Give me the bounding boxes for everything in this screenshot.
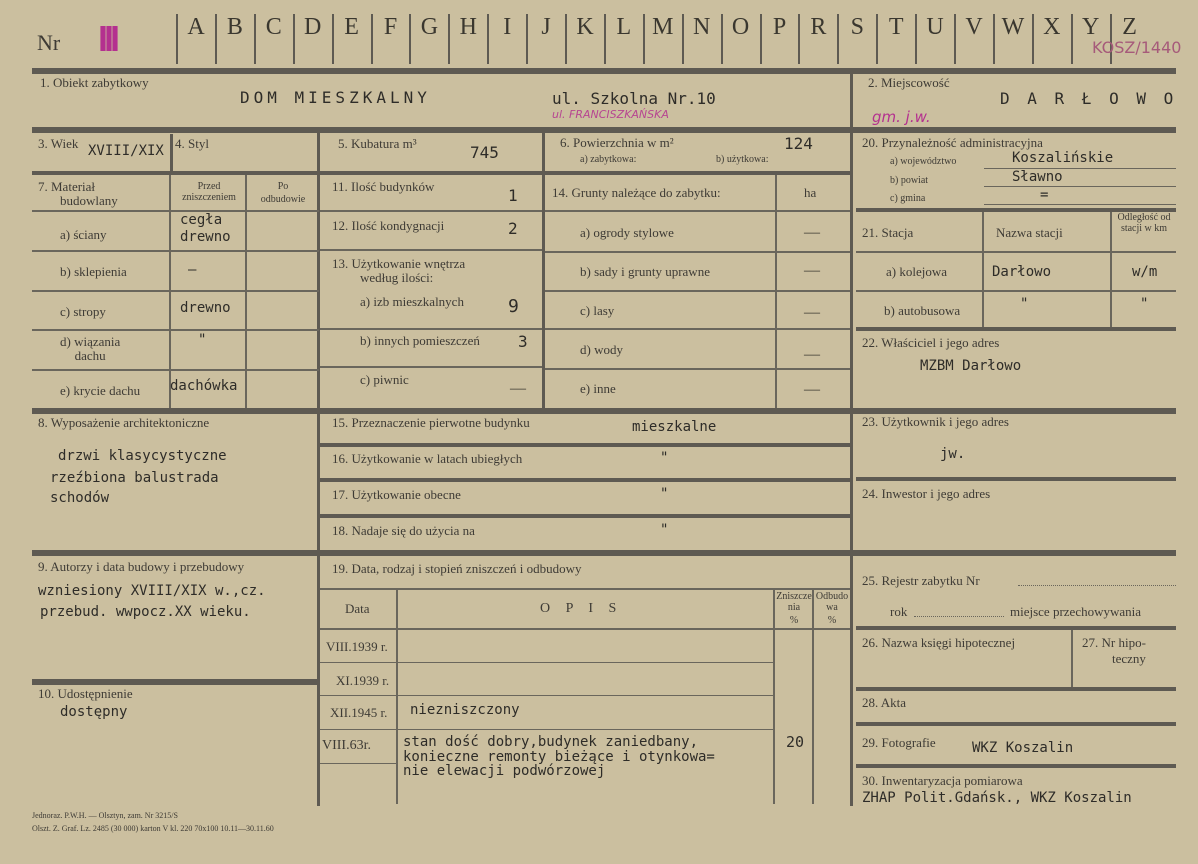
locality: D A R Ł O W O xyxy=(1000,89,1178,108)
index-letter: E xyxy=(344,14,359,40)
rule xyxy=(320,478,850,482)
f8-value-2: rzeźbiona balustrada xyxy=(50,470,219,486)
f14c-value: — xyxy=(804,304,820,321)
f30-value: ZHAP Polit.Gdańsk., WKZ Koszalin xyxy=(862,790,1132,806)
index-letter: J xyxy=(541,14,551,40)
f20b-label: b) powiat xyxy=(890,175,929,186)
f7d-label: d) wiązania dachu xyxy=(60,334,121,364)
f12-label: 12. Ilość kondygnacji xyxy=(332,218,445,233)
f29-label: 29. Fotografie xyxy=(862,735,936,750)
f15-label: 15. Przeznaczenie pierwotne budynku xyxy=(332,415,530,430)
f9-value-2: przebud. wwpocz.XX wieku. xyxy=(40,604,251,620)
f7-col-before: Przed zniszczeniem xyxy=(182,181,236,203)
commune-value: = xyxy=(1040,187,1049,203)
f19-row4-desc: stan dość dobry,budynek zaniedbany, konieczne remonty bieżące i otynkowa= nie elewacji podwórzowej xyxy=(403,734,715,780)
index-letter: O xyxy=(731,14,750,40)
rule xyxy=(856,764,1176,768)
f7d-value: " xyxy=(198,332,207,348)
index-letter: H xyxy=(459,14,477,40)
f3-label: 3. Wiek xyxy=(38,136,79,151)
f7-label: 7. Materiał xyxy=(38,179,96,194)
object-street: ul. Szkolna Nr.10 xyxy=(552,89,716,108)
index-letter: L xyxy=(616,14,632,40)
rule xyxy=(32,210,319,212)
f13c-value: — xyxy=(510,380,526,397)
f21-col-name: Nazwa stacji xyxy=(996,225,1063,240)
index-letter: F xyxy=(383,14,398,40)
rule xyxy=(856,687,1176,691)
index-letter: U xyxy=(926,14,944,40)
f23-value: jw. xyxy=(940,446,966,462)
f25-rok: rok xyxy=(890,604,908,619)
f7c-value: drewno xyxy=(180,300,231,316)
f19-label: 19. Data, rodzaj i stopień zniszczeń i odbudowy xyxy=(332,561,582,576)
volume-value: 745 xyxy=(470,143,499,162)
rule xyxy=(320,588,850,590)
index-letter: X xyxy=(1043,14,1061,40)
rule xyxy=(320,763,398,764)
f19-col-destr: Zniszczenia xyxy=(776,591,812,613)
area-value: 124 xyxy=(784,134,813,153)
f7b-label: b) sklepienia xyxy=(60,264,127,279)
f7c-label: c) stropy xyxy=(60,304,106,319)
rule xyxy=(320,628,850,630)
f1-label: 1. Obiekt zabytkowy xyxy=(40,75,149,90)
f19-row1-date: VIII.1939 r. xyxy=(326,639,388,654)
rule xyxy=(32,679,318,685)
f14a-label: a) ogrody stylowe xyxy=(580,225,674,240)
index-letter: B xyxy=(226,14,243,40)
storeys-count: 2 xyxy=(508,219,518,238)
f21-label: 21. Stacja xyxy=(862,225,914,240)
f11-label: 11. Ilość budynków xyxy=(332,179,435,194)
county-value: Sławno xyxy=(1012,169,1063,185)
index-letter: T xyxy=(888,14,904,40)
rule xyxy=(320,366,542,368)
rule xyxy=(850,70,853,806)
age-value: XVIII/XIX xyxy=(88,143,164,159)
voivodeship-value: Koszalińskie xyxy=(1012,150,1114,166)
f13a-value: 9 xyxy=(508,296,519,317)
f20a-label: a) województwo xyxy=(890,156,957,167)
rule xyxy=(320,729,775,730)
index-letter: V xyxy=(965,14,983,40)
f19-row4-date: VIII.63r. xyxy=(322,738,371,753)
f18-label: 18. Nadaje się do użycia na xyxy=(332,523,475,538)
f30-label: 30. Inwentaryzacja pomiarowa xyxy=(862,773,1023,788)
f29-value: WKZ Koszalin xyxy=(972,740,1074,756)
f19-pct-destr: % xyxy=(789,615,799,626)
index-letter: C xyxy=(265,14,282,40)
rule xyxy=(984,204,1176,205)
f8-value-3: schodów xyxy=(50,490,110,506)
rule xyxy=(32,329,319,331)
rule xyxy=(856,626,1176,630)
f21b-label: b) autobusowa xyxy=(884,303,961,318)
index-letter: W xyxy=(1001,14,1025,40)
rule xyxy=(32,369,319,371)
f7b-value: — xyxy=(188,262,197,278)
f20-label: 20. Przynależność administracyjna xyxy=(862,135,1043,150)
f7a-label: a) ściany xyxy=(60,227,107,242)
rule xyxy=(32,127,1176,133)
f13b-label: b) innych pomieszczeń xyxy=(360,333,480,348)
index-letter: M xyxy=(652,14,674,40)
rule xyxy=(396,588,398,804)
rule xyxy=(320,662,775,663)
f7-col-after: Po xyxy=(277,181,289,192)
f9-value-1: wzniesiony XVIII/XIX w.,cz. xyxy=(38,583,266,599)
owner-value: MZBM Darłowo xyxy=(920,358,1022,374)
rule xyxy=(545,368,850,370)
f6-label: 6. Powierzchnia w m² xyxy=(560,135,674,150)
f23-label: 23. Użytkownik i jego adres xyxy=(862,414,1009,429)
rule xyxy=(320,695,775,696)
f14d-label: d) wody xyxy=(580,342,623,357)
f19-row2-date: XI.1939 r. xyxy=(336,673,390,688)
rule xyxy=(32,171,319,175)
rule xyxy=(856,290,1176,292)
f13-label2: według ilości: xyxy=(360,270,434,285)
f20c-label: c) gmina xyxy=(890,193,926,204)
buildings-count: 1 xyxy=(508,186,518,205)
f13-label: 13. Użytkowanie wnętrza xyxy=(332,256,466,271)
f27-label: 27. Nr hipo- xyxy=(1082,635,1146,650)
f19-col-rebuilt: Odbudowa xyxy=(815,591,849,613)
f21a-label: a) kolejowa xyxy=(886,264,948,279)
index-letter: K xyxy=(576,14,594,40)
rail-station: Darłowo xyxy=(992,264,1052,280)
f14-unit: ha xyxy=(804,185,817,200)
rule xyxy=(545,210,850,212)
f19-pct-rebuilt: % xyxy=(827,615,837,626)
rule xyxy=(320,249,542,251)
nr-stamp: III xyxy=(98,18,117,59)
index-letter: I xyxy=(503,14,512,40)
f6a-label: a) zabytkowa: xyxy=(580,154,637,165)
f15-value: mieszkalne xyxy=(632,419,717,435)
index-letter: Z xyxy=(1122,14,1137,40)
f17-label: 17. Użytkowanie obecne xyxy=(332,487,461,502)
rule xyxy=(545,290,850,292)
f2-label: 2. Miejscowość xyxy=(868,75,950,90)
f9-label: 9. Autorzy i data budowy i przebudowy xyxy=(38,559,245,574)
f14e-label: e) inne xyxy=(580,381,616,396)
f18-value: " xyxy=(660,522,669,538)
f8-label: 8. Wyposażenie architektoniczne xyxy=(38,415,210,430)
rule xyxy=(320,328,542,330)
index-letter: R xyxy=(810,14,827,40)
f7e-value: dachówka xyxy=(170,378,238,394)
f14c-label: c) lasy xyxy=(580,303,615,318)
index-letter: P xyxy=(772,14,787,40)
f25-place: miejsce przechowywania xyxy=(1010,604,1142,619)
f14-label: 14. Grunty należące do zabytku: xyxy=(552,185,721,200)
f19-col-date: Data xyxy=(345,601,370,616)
street-correction: ul. FRANCISZKAŃSKA xyxy=(552,108,669,121)
print-note-2: Olszt. Z. Graf. Lz. 2485 (30 000) karton V kl. 220 70x100 10.11—30.11.60 xyxy=(32,824,274,833)
object-name: DOM MIESZKALNY xyxy=(240,88,431,107)
rule xyxy=(1071,630,1073,688)
f14d-value: — xyxy=(804,346,820,363)
rule xyxy=(320,171,850,175)
index-letter: G xyxy=(420,14,439,40)
f10-value: dostępny xyxy=(60,704,128,720)
locality-note: gm. j.w. xyxy=(872,108,931,126)
f4-label: 4. Styl xyxy=(175,136,209,151)
f16-value: " xyxy=(660,450,669,466)
rail-distance: w/m xyxy=(1132,264,1158,280)
f16-label: 16. Użytkowanie w latach ubiegłych xyxy=(332,451,523,466)
rule xyxy=(545,251,850,253)
f19-col-desc: O P I S xyxy=(540,601,623,616)
f19-row3-date: XII.1945 r. xyxy=(330,705,388,720)
f27-label2: teczny xyxy=(1112,651,1146,666)
rule xyxy=(32,68,1176,74)
f7e-label: e) krycie dachu xyxy=(60,383,141,398)
rule xyxy=(856,477,1176,481)
index-letter: D xyxy=(304,14,322,40)
f14b-value: — xyxy=(804,262,820,279)
f10-label: 10. Udostępnienie xyxy=(38,686,133,701)
rule xyxy=(1018,585,1176,587)
f24-label: 24. Inwestor i jego adres xyxy=(862,486,991,501)
f21-col-dist: Odległość od stacji w km xyxy=(1117,212,1171,234)
rule xyxy=(856,327,1176,331)
rule xyxy=(170,134,173,172)
rule xyxy=(914,616,1004,618)
rule xyxy=(32,290,319,292)
f14b-label: b) sady i grunty uprawne xyxy=(580,264,710,279)
rule xyxy=(545,328,850,330)
f26-label: 26. Nazwa księgi hipotecznej xyxy=(862,635,1016,650)
f6b-label: b) użytkowa: xyxy=(716,154,769,165)
f22-label: 22. Właściciel i jego adres xyxy=(862,335,1000,350)
f17-value: " xyxy=(660,486,669,502)
f28-label: 28. Akta xyxy=(862,695,907,710)
f13a-label: a) izb mieszkalnych xyxy=(360,294,464,309)
f14e-value: — xyxy=(804,381,820,398)
f13b-value: 3 xyxy=(518,332,528,351)
rule xyxy=(984,186,1176,187)
f25-label: 25. Rejestr zabytku Nr xyxy=(862,573,980,588)
index-letter: S xyxy=(850,14,864,40)
f14a-value: — xyxy=(804,224,820,241)
rule xyxy=(317,130,320,806)
f19-row4-destr: 20 xyxy=(786,733,805,751)
f7-label2: budowlany xyxy=(60,193,118,208)
rule xyxy=(856,552,1176,556)
rule xyxy=(856,251,1176,253)
rule xyxy=(320,443,850,447)
rule xyxy=(320,210,542,212)
nr-label: Nr xyxy=(37,30,61,55)
rule xyxy=(320,514,850,518)
bus-distance: " xyxy=(1140,296,1149,312)
index-letter: Y xyxy=(1082,14,1100,40)
f13c-label: c) piwnic xyxy=(360,372,409,387)
print-note-1: Jednoraz. P.W.H. — Olsztyn, zam. Nr 3215/S xyxy=(32,811,178,820)
rule xyxy=(982,212,984,328)
rule xyxy=(32,250,319,252)
f8-value-1: drzwi klasycystyczne xyxy=(58,448,227,464)
f5-label: 5. Kubatura m³ xyxy=(338,136,417,151)
f7a-value: cegła drewno xyxy=(180,212,231,245)
index-letter: A xyxy=(187,14,205,40)
rule xyxy=(1110,212,1112,328)
bus-station: " xyxy=(1020,296,1029,312)
corner-note: KOSZ/1440 xyxy=(1092,38,1182,57)
f7-col-after2: odbudowie xyxy=(260,194,306,205)
index-letter: N xyxy=(693,14,711,40)
f19-row3-desc: niezniszczony xyxy=(410,702,520,718)
rule xyxy=(856,722,1176,726)
